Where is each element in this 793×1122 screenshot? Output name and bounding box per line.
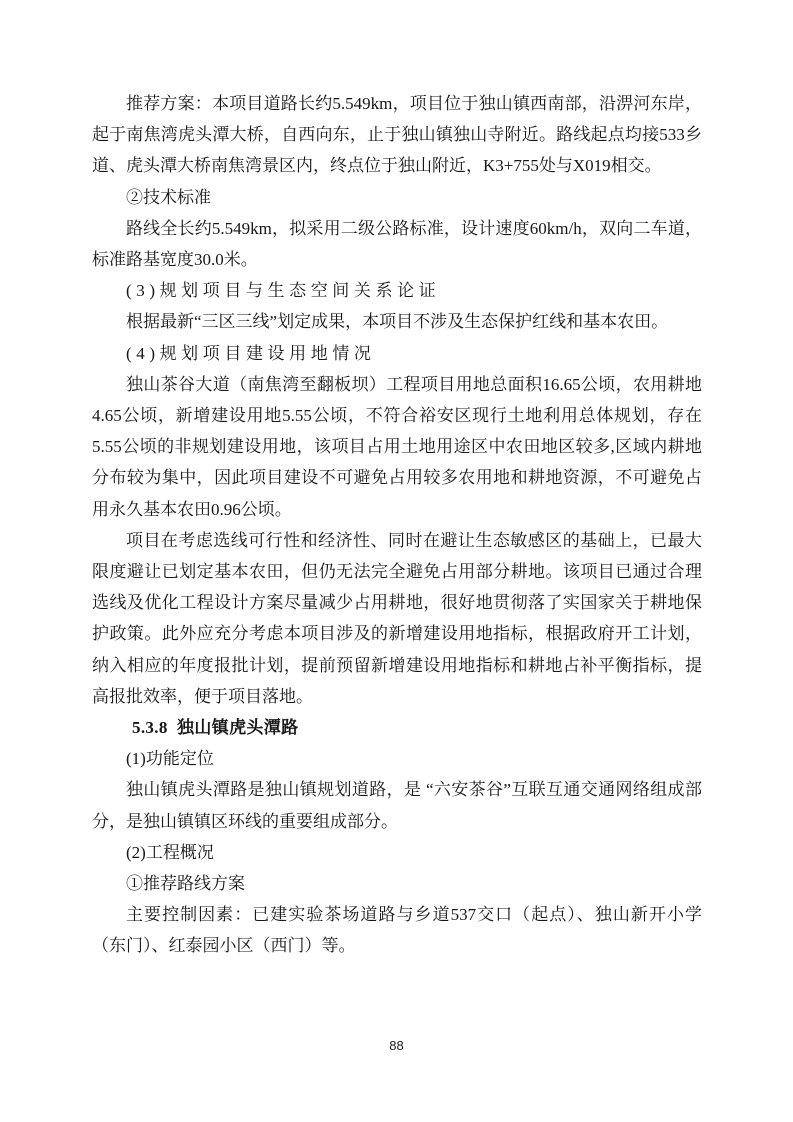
subheading-construction-land: (4)规划项目建设用地情况 bbox=[126, 343, 376, 363]
paragraph-control-factors: 主要控制因素：已建实验茶场道路与乡道537交口（起点）、独山新开小学（东门）、红泰园小区（西门）等。 bbox=[92, 905, 702, 956]
subheading-eco-space-relation: (3)规划项目与生态空间关系论证 bbox=[126, 281, 441, 301]
subheading-function-position: (1)功能定位 bbox=[126, 749, 214, 769]
paragraph-land-use-area: 独山茶谷大道（南焦湾至翻板坝）工程项目用地总面积16.65公顷，农用耕地4.65公顷，新增建设用地5.55公顷，不符合裕安区现行土地利用总体规划，存在5.55公顷的非规划建设用地，该项目占用土地用途区中农田地区较多,区域内耕地分布较为集中，因此项目建设不可避免占用较多农用地和耕地资源，不可避免占用永久基本农田0.96公顷。 bbox=[92, 374, 702, 519]
paragraph-road-function: 独山镇虎头潭路是独山镇规划道路，是 “六安茶谷”互联互通交通网络组成部分，是独山镇镇区环线的重要组成部分。 bbox=[92, 780, 702, 831]
heading-number: 5.3.8 bbox=[132, 718, 168, 738]
paragraph-route-standard: 路线全长约5.549km，拟采用二级公路标准，设计速度60km/h，双向二车道，标准路基宽度30.0米。 bbox=[92, 218, 702, 270]
subheading-technical-standard: ②技术标准 bbox=[126, 187, 211, 207]
heading-title: 独山镇虎头潭路 bbox=[177, 718, 299, 738]
subheading-recommended-route: ①推荐路线方案 bbox=[126, 874, 245, 894]
subheading-project-overview: (2)工程概况 bbox=[126, 842, 214, 862]
paragraph-route-selection: 项目在考虑选线可行性和经济性、同时在避让生态敏感区的基础上，已最大限度避让已划定基本农田，但仍无法完全避免占用部分耕地。该项目已通过合理选线及优化工程设计方案尽量减少占用耕地，很好地贯彻落了实国家关于耕地保护政策。此外应充分考虑本项目涉及的新增建设用地指标，根据政府开工计划，纳入相应的年度报批计划，提前预留新增建设用地指标和耕地占补平衡指标，提高报批效率，便于项目落地。 bbox=[92, 530, 702, 706]
page-footer bbox=[0, 1038, 793, 1053]
document-body bbox=[92, 88, 702, 962]
page-number: 88 bbox=[389, 1038, 404, 1053]
section-heading-5-3-8 bbox=[92, 712, 702, 743]
paragraph-three-zones-lines: 根据最新“三区三线”划定成果，本项目不涉及生态保护红线和基本农田。 bbox=[126, 312, 669, 332]
paragraph-recommended-plan: 推荐方案：本项目道路长约5.549km，项目位于独山镇西南部，沿淠河东岸，起于南焦湾虎头潭大桥，自西向东，止于独山镇独山寺附近。路线起点均接533乡道、虎头潭大桥南焦湾景区内，终点位于独山附近，K3+755处与X019相交。 bbox=[92, 94, 702, 176]
